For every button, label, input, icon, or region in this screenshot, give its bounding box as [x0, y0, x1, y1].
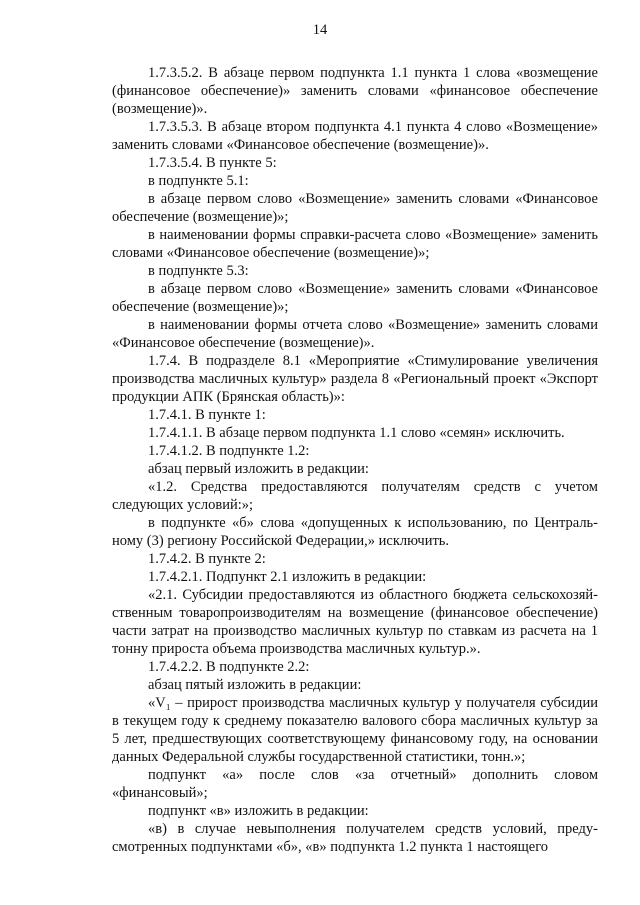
paragraph: подпункт «а» после слов «за отчетный» дополнить словом «финансовый»; — [112, 767, 598, 801]
paragraph: 1.7.4.1. В пункте 1: — [148, 407, 266, 423]
paragraph: «V₁ – прирост производства масличных культур у получателя субсидии в текущем году к среднему показателю валового сбора масличных культур за 5 лет, предшествующих соответствующему финансовому году, на основании данных Федеральной службы государственной статистики, тонн.»; — [112, 695, 598, 765]
paragraph: 1.7.4.1.2. В подпункте 1.2: — [148, 443, 310, 459]
paragraph: в подпункте «б» слова «допущенных к использованию, по Централь-ному (3) региону Российской Федерации,» исключить. — [112, 515, 598, 549]
paragraph: «в) в случае невыполнения получателем средств условий, преду-смотренных подпунктами «б», «в» подпункта 1.2 пункта 1 настоящего — [112, 821, 598, 855]
paragraph: 1.7.4.1.1. В абзаце первом подпункта 1.1 слово «семян» исключить. — [148, 425, 565, 441]
paragraph: «1.2. Средства предоставляются получателям средств с учетом следующих условий:»; — [112, 479, 598, 513]
paragraph: 1.7.4.2. В пункте 2: — [148, 551, 266, 567]
paragraph: в подпункте 5.1: — [148, 173, 249, 189]
paragraph: 1.7.4.2.2. В подпункте 2.2: — [148, 659, 310, 675]
paragraph: 1.7.4. В подразделе 8.1 «Мероприятие «Стимулирование увеличения производства масличных культур» раздела 8 «Региональный проект «Экспорт продукции АПК (Брянская область)»: — [112, 353, 598, 405]
paragraph: в подпункте 5.3: — [148, 263, 249, 279]
paragraph: 1.7.3.5.4. В пункте 5: — [148, 155, 277, 171]
paragraph: «2.1. Субсидии предоставляются из областного бюджета сельскохозяй-ственным товаропроизводителям на возмещение (финансовое обеспечение) части затрат на производство масличных культур по ставкам из расчета на 1 тонну прироста объема производства масличных культур.». — [112, 587, 598, 657]
paragraph: 1.7.4.2.1. Подпункт 2.1 изложить в редакции: — [148, 569, 427, 585]
paragraph: в наименовании формы отчета слово «Возмещение» заменить словами «Финансовое обеспечение (возмещение)». — [112, 317, 598, 351]
paragraph: 1.7.3.5.2. В абзаце первом подпункта 1.1 пункта 1 слова «возмещение (финансовое обеспечение)» заменить словами «финансовое обеспечение (возмещение)». — [112, 65, 598, 117]
document-body — [112, 64, 598, 856]
paragraph: в абзаце первом слово «Возмещение» заменить словами «Финансовое обеспечение (возмещение)»; — [112, 191, 598, 225]
paragraph: подпункт «в» изложить в редакции: — [148, 803, 369, 819]
paragraph: в абзаце первом слово «Возмещение» заменить словами «Финансовое обеспечение (возмещение)»; — [112, 281, 598, 315]
paragraph: в наименовании формы справки-расчета слово «Возмещение» заменить словами «Финансовое обеспечение (возмещение)»; — [112, 227, 598, 261]
page-number: 14 — [312, 22, 328, 38]
paragraph: абзац первый изложить в редакции: — [148, 461, 369, 477]
paragraph: 1.7.3.5.3. В абзаце втором подпункта 4.1 пункта 4 слово «Возмещение» заменить словами «Финансовое обеспечение (возмещение)». — [112, 119, 598, 153]
paragraph: абзац пятый изложить в редакции: — [148, 677, 362, 693]
